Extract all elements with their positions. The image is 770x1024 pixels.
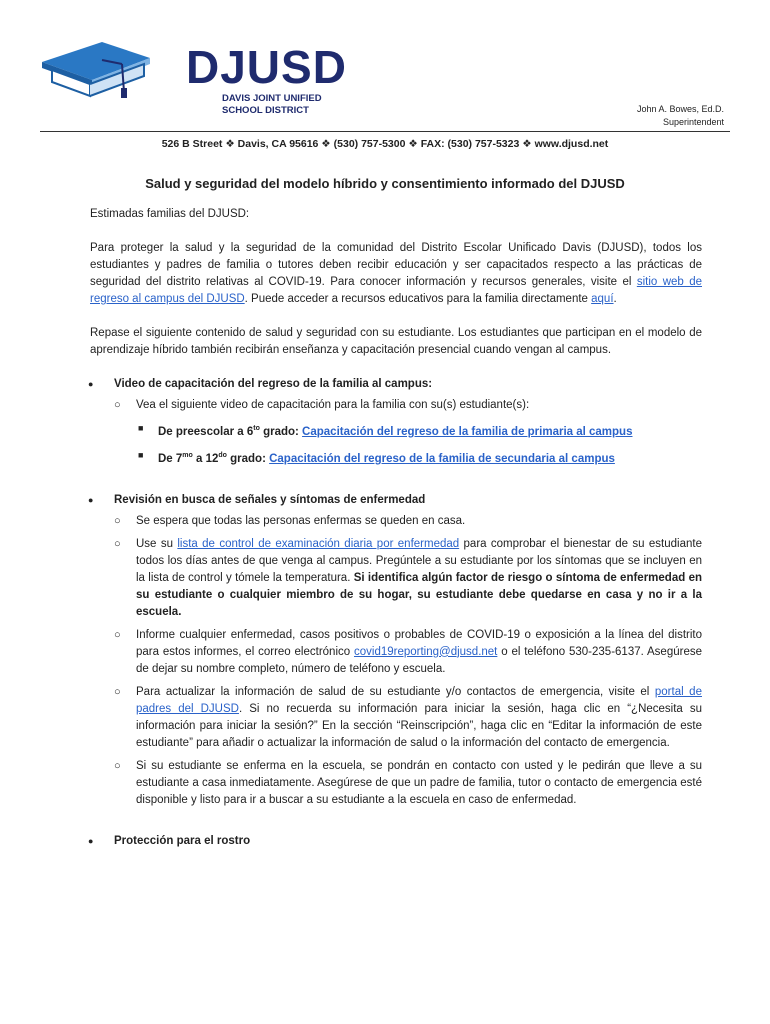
superintendent-name: John A. Bowes, Ed.D. xyxy=(636,104,724,114)
grade-label-suffix: grado: xyxy=(226,452,270,465)
elementary-grade-label: De preescolar a 6 xyxy=(158,425,254,438)
circle-bullet-icon: ○ xyxy=(114,399,121,411)
circle-bullet-icon: ○ xyxy=(114,685,121,698)
logo-line-2: SCHOOL DISTRICT xyxy=(222,105,309,116)
square-bullet-icon: ■ xyxy=(138,423,144,433)
return-to-campus-link[interactable]: sitio web de regreso al campus del DJUSD xyxy=(90,276,702,305)
paragraph-intro xyxy=(90,240,702,308)
grade-ordinal: do xyxy=(218,451,227,459)
section-symptom-screening-heading: ● Revisión en busca de señales y síntomas de enfermedad xyxy=(90,492,702,509)
header-divider xyxy=(40,131,730,132)
intro-text: Para proteger la salud y la seguridad de la comunidad del Distrito Escolar Unificado Davis (DJUSD), todos los estudiantes y padres de familia o tutores deben recibir educación y ser capacitados respecto a las prácticas de seguridad del distrito relativas al COVID-19. Para conocer información y recursos generales, visite el xyxy=(90,242,702,288)
document-body xyxy=(90,206,702,850)
document-title: Salud y seguridad del modelo híbrido y consentimiento informado del DJUSD xyxy=(145,176,625,191)
grade-label-suffix: grado: xyxy=(259,425,303,438)
elementary-training-link[interactable]: Capacitación del regreso de la familia de primaria al campus xyxy=(302,425,633,438)
djusd-logo xyxy=(40,40,347,122)
list-item xyxy=(90,627,702,678)
list-item xyxy=(90,420,702,441)
intro-mid: . Puede acceder a recursos educativos para la familia directamente xyxy=(244,293,592,305)
list-item xyxy=(90,513,702,530)
report-text-b: o el teléfono 530-235-6137. Asegúrese de dejar su nombre completo, número de teléfono y escuela. xyxy=(136,645,702,675)
stay-home-text: Se espera que todas las personas enfermas se queden en casa. xyxy=(136,514,466,527)
covid-reporting-email-link[interactable]: covid19reporting@djusd.net xyxy=(354,645,498,658)
grade-label-mid: a 12 xyxy=(192,452,219,465)
circle-bullet-icon: ○ xyxy=(114,514,121,527)
report-text-a: Informe cualquier enfermedad, casos positivos o probables de COVID-19 o exposición a la línea del distrito para estos informes, el correo electrónico xyxy=(136,628,702,658)
greeting: Estimadas familias del DJUSD: xyxy=(90,208,250,220)
secondary-grade-label: De 7 xyxy=(158,452,183,465)
parent-portal-link[interactable]: portal de padres del DJUSD xyxy=(136,685,702,715)
section-training-video-heading: ● Video de capacitación del regreso de la familia al campus: xyxy=(90,376,702,393)
grade-ordinal: mo xyxy=(182,451,193,459)
circle-bullet-icon: ○ xyxy=(114,759,121,772)
list-item xyxy=(90,447,702,468)
list-item xyxy=(90,536,702,621)
intro-end: . xyxy=(613,293,617,305)
secondary-training-link[interactable]: Capacitación del regreso de la familia de secundaria al campus xyxy=(269,452,615,465)
superintendent-title: Superintendent xyxy=(662,117,724,127)
graduation-cap-icon xyxy=(40,40,180,102)
list-item xyxy=(90,758,702,809)
section-face-covering-heading: ● Protección para el rostro xyxy=(90,833,702,850)
superintendent-block xyxy=(637,103,724,129)
portal-text-a: Para actualizar la información de salud de su estudiante y/o contactos de emergencia, visite el xyxy=(136,685,655,698)
address-line: 526 B Street ❖ Davis, CA 95616 ❖ (530) 757-5300 ❖ FAX: (530) 757-5323 ❖ www.djusd.net xyxy=(161,138,609,150)
logo-subtitle xyxy=(222,93,322,117)
circle-bullet-icon: ○ xyxy=(114,537,121,550)
circle-bullet-icon: ○ xyxy=(114,628,121,641)
here-link[interactable]: aquí xyxy=(591,293,614,305)
list-item xyxy=(90,397,702,414)
checklist-text-b: para comprobar el bienestar de su estudiante todos los días antes de que venga al campus. Pregúntele a su estudiante por los síntomas que se incluyen en la lista de control y tómele la temperatura. xyxy=(136,537,702,584)
list-item xyxy=(90,684,702,752)
grade-ordinal: to xyxy=(253,425,260,432)
stay-home-warning: Si identifica algún factor de riesgo o síntoma de enfermedad en su estudiante o cualquier miembro de su hogar, su estudiante debe quedarse en casa y no ir a la escuela. xyxy=(136,571,702,618)
training-video-intro: Vea el siguiente video de capacitación para la familia con su(s) estudiante(s): xyxy=(136,399,530,411)
checklist-text-a: Use su xyxy=(136,537,178,550)
paragraph-review: Repase el siguiente contenido de salud y seguridad con su estudiante. Los estudiantes que participan en el modelo de aprendizaje híbrido también recibirán enseñanza y capacitación presencial cuando vengan al campus. xyxy=(90,327,702,356)
portal-text-b: . Si no recuerda su información para iniciar la sesión, haga clic en “¿Necesita su información para iniciar la sesión?” En la sección “Reinscripción”, haga clic en “Editar la información de este estudiante” para añadir o actualizar la información de salud o la información del contacto de emergencia. xyxy=(136,702,703,749)
sick-at-school-text: Si su estudiante se enferma en la escuela, se pondrán en contacto con usted y le pedirán que lleve a su estudiante a casa inmediatamente. Asegúrese de que un padre de familia, tutor o contacto de emergencia esté disponible y listo para ir a buscar a su estudiante a la escuela en caso de enfermedad. xyxy=(136,759,702,806)
logo-wordmark: DJUSD xyxy=(186,41,347,93)
logo-line-1: DAVIS JOINT UNIFIED xyxy=(222,93,322,104)
square-bullet-icon: ■ xyxy=(138,449,144,460)
daily-screening-checklist-link[interactable]: lista de control de examinación diaria por enfermedad xyxy=(177,537,460,550)
